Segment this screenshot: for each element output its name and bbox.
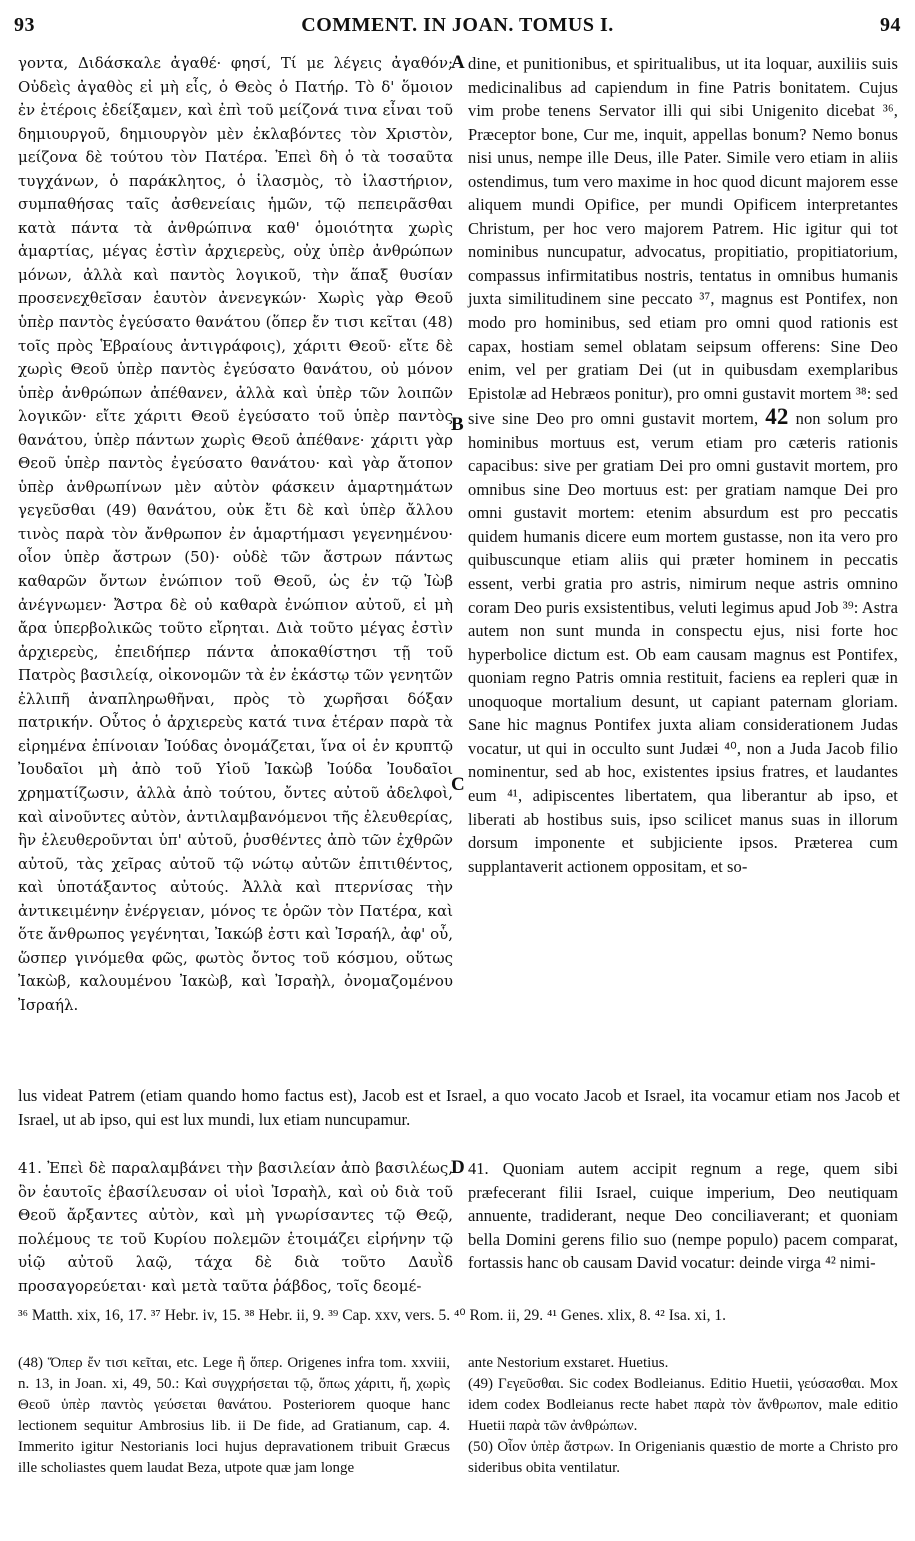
page-number-left: 93 xyxy=(14,14,35,36)
footnote-48: (48) Ὅπερ ἔν τισι κεῖται, etc. Lege ἢ ὅπερ. Origenes infra tom. xxviii, n. 13, in Joan. xi, 49, 50.: Καὶ συγχρήσεται τῷ, ὅπως χάριτι, ἤ, χωρὶς Θεοῦ ὑπὲρ παντὸς γεύσεται θανάτου. Posteriorem quoque hanc lectionem sequitur Ambrosius lib. ii De fide, ad Gratianum, cap. 4. Immerito igitur Nestorianis loci hujus depravationem tribuit Græcus ille scholiastes quem laudat Beza, utpote quæ jam longe xyxy=(18,1355,450,1476)
latin-text-part-1: dine, et punitionibus, et spiritualibus, ut ita loquar, auxiliis suis medicinalibus ad capiendum in fine Patris bonitatem. Cujus vim probe tenens Servator illi qui sibi Unigenito dicebat ³⁶, Præceptor bone, Cur me, inquit, appellas bonum? Nemo bonus nisi unus, nempe ille Deus, ille Pater. Simile vero etiam in aliis ostendimus, tum vero maxime in hoc quod dicunt majorem esse aliquem mundi Opifice, per mundi Opificem interpretantes Christum, per hoc vero majorem Patrem. Hic igitur qui tot nominibus nuncupatur, advocatus, propitiatio, propitiatorium, compassus infirmitatibus nostris, tentatus in omnibus humanis juxta similitudinem sine peccato ³⁷, magnus est Pontifex, non modo pro hominibus, sed etiam pro omni quod rationis est capax, hostiam semel oblatam seipsum offerens: Sine Deo enim, vel per gratiam Dei (ut in quibusdam exemplaribus Epistolæ ad Hebræos ponitur), pro omni gustavit mortem ³⁸: sed sive sine Deo pro omni gustavit mortem, xyxy=(468,54,898,429)
latin-text-part-2: non solum pro hominibus mortuus est, verum etiam pro cæteris rationis capacibus: sive per gratiam Dei pro omni gustavit mortem, pro omnibus sine Deo mortuus est: per gratiam namque Dei pro omni gustavit mortem: etenim absurdum est pro peccatis quidem humanis dicere eum mortem gustasse, non ita vero pro quibuscunque etiam aliis qui præter hominem in peccatis essent, verbi gratia pro astris, nimirum neque astris omnino coram Deo puris exsistentibus, veluti legimus apud Job ³⁹: Astra autem non sunt munda in conspectu ejus, nisi forte hoc hyperbolice dictum est. Ob eam causam magnus est Pontifex, quoniam regno Patris omnia restituit, faciens ea repleri quæ in unoquoque mortalium desunt, ut capiant paternam gloriam. Sane hic magnus Pontifex juxta aliam considerationem Judas vocatur, ut qui in occulto sunt Judæi ⁴⁰, non a Juda Jacob filio nominentur, sed ab hoc, existentes ipsius fratres, et laudantes eum ⁴¹, adipiscentes libertatem, qua liberantur ab ipso, et liberati ab hostibus suis, ipso scilicet manus suas in illorum dorsum imponente et subjiciente ipsos. Præterea cum supplantaverit actionem oppositam, et so- xyxy=(468,409,898,876)
chapter-number-42: 42 xyxy=(765,404,789,430)
page-header xyxy=(14,14,901,42)
margin-letter-a: A xyxy=(451,52,465,73)
greek-column xyxy=(18,52,453,1017)
running-title: COMMENT. IN JOAN. TOMUS I. xyxy=(301,14,614,36)
greek-paragraph: γοντα, Διδάσκαλε ἀγαθέ· φησί, Τί με λέγεις ἀγαθόν; Οὐδεὶς ἀγαθὸς εἰ μὴ εἷς, ὁ Θεὸς ὁ Πατήρ. Τὸ δ' ὅμοιον ἐν ἑτέροις ἐδείξαμεν, καὶ ἐπὶ τοῦ μείζονά τινα εἶναι τοῦ δημιουργοῦ, δημιουργὸν μὲν ἐκλαβόντες τὸν Χριστὸν, μείζονα δὲ τούτου τὸν Πατέρα. Ἐπεὶ δὴ ὁ τὰ τοσαῦτα τυγχάνων, ὁ παράκλητος, ὁ ἱλασμὸς, τὸ ἱλαστήριον, συμπαθήσας ταῖς ἀσθενείαις ἡμῶν, τῷ πεπειρᾶσθαι κατὰ πάντα τὰ ἀνθρώπινα καθ' ὁμοιότητα χωρὶς ἁμαρτίας, μέγας ἐστὶν ἀρχιερεὺς, οὐχ ὑπὲρ ἀνθρώπων μόνων, ἀλλὰ καὶ παντὸς λογικοῦ, τὴν ἅπαξ θυσίαν προσενεχθεῖσαν ἑαυτὸν ἀνενεγκών· Χωρὶς γὰρ Θεοῦ ὑπὲρ παντὸς ἐγεύσατο θανάτου (ὅπερ ἔν τισι κεῖται (48) τοῖς πρὸς Ἑβραίους ἀντιγράφοις), χάριτι Θεοῦ· εἴτε δὲ χωρὶς Θεοῦ ὑπὲρ παντὸς ἐγεύσατο θανάτου, οὐ μόνον ὑπὲρ ἀνθρώπων ἀπέθανεν, ἀλλὰ καὶ ὑπὲρ τῶν λοιπῶν λογικῶν· εἴτε χάριτι Θεοῦ ἐγεύσατο τοῦ ὑπὲρ παντὸς θανάτου, ὑπὲρ πάντων χωρὶς Θεοῦ ἀπέθανε· χάριτι γὰρ Θεοῦ ὑπὲρ παντὸς ἐγεύσατο θανάτου· καὶ γὰρ ἄτοπον ὑπὲρ ἀνθρωπίνων μὲν αὐτὸν φάσκειν ἁμαρτημάτων γεγεῦσθαι (49) θανάτου, οὐκ ἔτι δὲ καὶ ὑπὲρ ἄλλου τινὸς παρὰ τὸν ἄνθρωπον ἐν ἁμαρτήμασι γεγενημένου· οἷον ὑπὲρ ἄστρων (50)· οὐδὲ τῶν ἄστρων πάντως καθαρῶν ὄντων ἐνώπιον τοῦ Θεοῦ, ὡς ἐν τῷ Ἰὼβ ἀνέγνωμεν· Ἄστρα δὲ οὐ καθαρὰ ἐνώπιον αὐτοῦ, εἰ μὴ ἄρα ὑπερβολικῶς τοῦτο εἴρηται. Διὰ τοῦτο μέγας ἐστὶν ἀρχιερεὺς, ἐπειδήπερ πάντα ἀποκαθίστησι τῇ τοῦ Πατρὸς βασιλείᾳ, οἰκονομῶν τὰ ἐν ἑκάστῳ τῶν γενητῶν ἐλλιπῆ ἀναπληρωθῆναι, πρὸς τὸ χωρῆσαι δόξαν πατρικήν. Οὗτος ὁ ἀρχιερεὺς κατά τινα ἑτέραν παρὰ τὰ εἰρημένα ἐπίνοιαν Ἰούδας ὀνομάζεται, ἵνα οἱ ἐν κρυπτῷ Ἰουδαῖοι μὴ ἀπὸ τοῦ Υἱοῦ Ἰακὼβ Ἰούδα Ἰουδαῖοι χρηματίζωσιν, ἀλλὰ ἀπὸ τούτου, ὄντες αὐτοῦ ἀδελφοὶ, καὶ αἰνοῦντες αὐτὸν, ἀντιλαμβανόμενοι τῆς ἐλευθερίας, ἣν ἐλευθεροῦνται ὑπ' αὐτοῦ, ῥυσθέντες ἀπὸ τῶν ἐχθρῶν αὐτοῦ, τὰς χεῖρας αὐτοῦ τῷ νώτῳ αὐτῶν ἐπιτιθέντος, καὶ ὑποτάξαντος αὐτούς. Ἀλλὰ καὶ πτερνίσας τὴν ἀντικειμένην ἐνέργειαν, μόνος τε ὁρῶν τὸν Πατέρα, καὶ ὅτε ἄνθρωπος γεγένηται, Ἰακώβ ἐστι καὶ Ἰσραήλ, ἀφ' οὗ, ὥσπερ γινόμεθα φῶς, φωτὸς ὄντος τοῦ κόσμου, οὕτως Ἰακὼβ, καλουμένου Ἰακὼβ, καὶ Ἰσραὴλ, ὀνομαζομένου Ἰσραήλ. xyxy=(18,54,453,1014)
footnotes-left xyxy=(18,1353,450,1479)
footnotes-right xyxy=(468,1353,898,1479)
full-width-line: lus videat Patrem (etiam quando homo factus est), Jacob est et Israel, a quo vocato Jacob et Israel, ita vocamur etiam nos Jacob et Israel, ut ab ipso, qui est lux mundi, lux etiam nuncupamur. xyxy=(18,1086,900,1129)
footnote-continuation: ante Nestorium exstaret. Huetius. xyxy=(468,1355,669,1371)
footnote-49: (49) Γεγεῦσθαι. Sic codex Bodleianus. Editio Huetii, γεύσασθαι. Mox idem codex Bodleianus recte habet παρὰ τὸν ἄνθρωπον, male editio Huetii παρὰ τῶν ἀνθρώπων. xyxy=(468,1376,898,1434)
margin-letter-b: B xyxy=(451,414,464,435)
margin-letter-d: D xyxy=(451,1157,465,1178)
page-number-right: 94 xyxy=(880,14,901,36)
margin-letter-c: C xyxy=(451,774,465,795)
greek-section-41: 41. Ἐπεὶ δὲ παραλαμβάνει τὴν βασιλείαν ἀπὸ βασιλέως, ὃν ἑαυτοῖς ἐβασίλευσαν οἱ υἱοὶ Ἰσραὴλ, καὶ οὐ διὰ τοῦ Θεοῦ ἄρξαντες αὐτὸν, καὶ μὴ γνωρίσαντες τῷ Θεῷ, πολέμους τε τοῦ Κυρίου πολεμῶν ἑτοιμάζει εἰρήνην τῷ υἱῷ αὐτοῦ λαῷ, τάχα δὲ διὰ τοῦτο Δαυῒδ προσαγορεύεται· καὶ μετὰ ταῦτα ῥάβδος, τοῖς δεομέ- xyxy=(18,1159,453,1295)
reference-line: ³⁶ Matth. xix, 16, 17. ³⁷ Hebr. iv, 15. ³⁸ Hebr. ii, 9. ³⁹ Cap. xxv, vers. 5. ⁴⁰ Rom. ii, 29. ⁴¹ Genes. xlix, 8. ⁴² Isa. xi, 1. xyxy=(18,1307,726,1324)
latin-paragraph xyxy=(468,52,898,878)
latin-section-41: 41. Quoniam autem accipit regnum a rege, quem sibi præfecerant filii Israel, cuique imperium, Deo neutiquam annuente, tradiderant, neque Deo conciliaverant; et quoniam bella Domini gerens filio suo (nempe populo) pacem comparat, fortassis hanc ob causam David vocatur: deinde virga ⁴² nimi- xyxy=(468,1159,898,1273)
scripture-references xyxy=(18,1304,900,1327)
footnote-50: (50) Οἷον ὑπὲρ ἄστρων. In Origenianis quæstio de morte a Christo pro sideribus obita ventilatur. xyxy=(468,1439,898,1476)
latin-column xyxy=(468,52,898,878)
